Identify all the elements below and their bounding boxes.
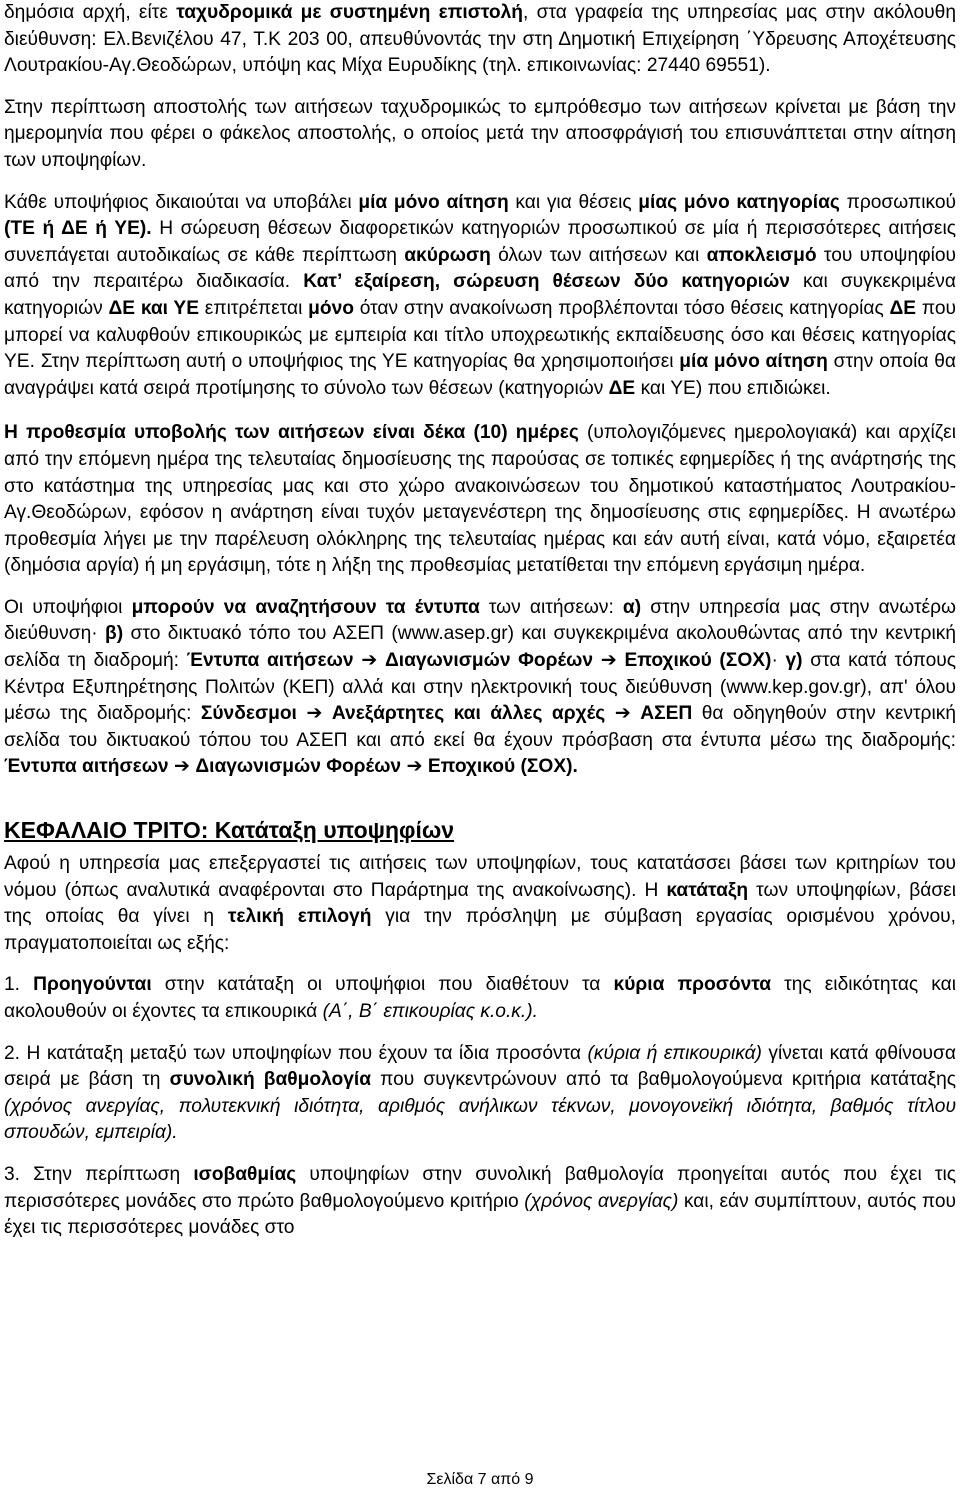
chapter-heading: ΚΕΦΑΛΑΙΟ ΤΡΙΤΟ: Κατάταξη υποψηφίων <box>4 817 455 844</box>
arrow-right-icon: ➔ <box>600 650 617 672</box>
italic-run: (χρόνος ανεργίας, πολυτεκνική ιδιότητα, αριθμός ανήλικων τέκνων, μονογονεϊκή ιδιότητα, βαθμός τίτλου σπουδών, εμπειρία). <box>4 1095 956 1144</box>
space <box>322 703 331 724</box>
space <box>377 650 385 671</box>
text-run: προσωπικού <box>839 191 957 213</box>
bold-run: Ανεξάρτητες και άλλες αρχές <box>331 703 606 725</box>
text-run: 2. Η κατάταξη μεταξύ των υποψηφίων που έχουν τα ίδια προσόντα <box>4 1042 588 1064</box>
bold-run: μόνο <box>308 297 354 319</box>
paragraph-postal-deadline: Στην περίπτωση αποστολής των αιτήσεων ταχυδρομικώς το εμπρόθεσμο των αιτήσεων κρίνεται με βάση την ημερομηνία που φέρει ο φάκελος αποστολής, ο οποίος μετά την αποσφράγισή του επισυνάπτεται στην αίτηση των υποψηφίων. <box>4 96 956 171</box>
paragraph-ranking-intro <box>4 851 956 957</box>
bold-run: κύρια προσόντα <box>613 974 772 996</box>
text-run: που συγκεντρώνουν από τα βαθμολογούμενα κριτήρια κατάταξης <box>371 1069 957 1091</box>
bold-run: Εποχικού (ΣΟΧ) <box>624 650 772 672</box>
text-run: · <box>771 650 786 672</box>
text-run: και συγκεκριμένα κατηγοριών <box>4 271 956 319</box>
text-run: των υποψηφίων, βάσει της οποίας θα γίνει η <box>4 879 956 928</box>
arrow-right-icon: ➔ <box>614 703 631 725</box>
bold-run: Διαγωνισμών Φορέων <box>384 650 594 672</box>
bold-run: Έντυπα αιτήσεων <box>4 756 169 778</box>
arrow-right-icon: ➔ <box>406 756 423 778</box>
bold-run: μία μόνο αίτηση <box>679 351 828 373</box>
text-run: της ειδικότητας και ακολουθούν οι έχοντες τα επικουρικά <box>4 974 956 1022</box>
bold-run: α) <box>622 596 642 618</box>
bold-run: ΔΕ <box>889 297 917 319</box>
document-page <box>4 0 956 1242</box>
bold-run: (ΤΕ ή ΔΕ ή ΥΕ). <box>4 218 152 240</box>
italic-run: (χρόνος ανεργίας) <box>524 1190 679 1212</box>
text-run: , στα γραφεία της υπηρεσίας μας στην ακόλουθη διεύθυνση: Ελ.Βενιζέλου 47, Τ.Κ 203 00, απευθύνοντάς την στη Δημοτική Επιχείρηση ΄Υδρευσης Αποχέτευσης Λουτρακίου-Αγ.Θεοδώρων, υπόψη κας Μίχα Ευρυδίκης (τηλ. επικοινωνίας: 27440 69551). <box>4 2 956 77</box>
text-run: και, εάν συμπίπτουν, αυτός που έχει τις περισσότερες μονάδες στο <box>4 1190 956 1239</box>
text-run: που μπορεί να καλυφθούν επικουρικώς με εμπειρία και τίτλο υποχρεωτικής εκπαίδευσης όσο και θέσεις κατηγορίας ΥΕ. Στην περίπτωση αυτή ο υποψήφιος της ΥΕ κατηγορίας θα χρησιμοποιήσει <box>4 297 956 373</box>
bold-run: Προηγούνται <box>33 974 152 996</box>
paragraph-forms-availability <box>4 595 956 781</box>
italic-run: (Α΄, Β΄ επικουρίας κ.ο.κ.). <box>322 1001 538 1022</box>
bold-run: Η προθεσμία υποβολής των αιτήσεων είναι δέκα (10) ημέρες <box>4 422 579 444</box>
text-run: στην κατάταξη οι υποψήφιοι που διαθέτουν τα <box>151 974 614 996</box>
text-run: στο δικτυακό τόπο του ΑΣΕΠ (www.asep.gr) και συγκεκριμένα ακολουθώντας από την κεντρική σελίδα τη διαδρομή: <box>4 623 956 672</box>
bold-run: ταχυδρομικά με συστημένη επιστολή <box>176 2 523 23</box>
bold-run: Κατ’ εξαίρεση, σώρευση θέσεων δύο κατηγοριών <box>303 271 790 293</box>
bold-run: Σύνδεσμοι <box>200 703 297 725</box>
text-run: στα κατά τόπους Κέντρα Εξυπηρέτησης Πολιτών (ΚΕΠ) αλλά και στην ηλεκτρονική τους διεύθυνση (www.kep.gov.gr), απ' όλου μέσω της διαδρομής: <box>4 650 956 725</box>
paragraph-submission-address <box>4 0 956 80</box>
bold-run: γ) <box>785 650 803 672</box>
text-run: 1. <box>4 974 34 996</box>
text-run: θα οδηγηθούν στην κεντρική σελίδα του δικτυακού τόπου του ΑΣΕΠ και από εκεί θα έχουν πρόσβαση στα έντυπα μέσω της διαδρομής: <box>4 703 956 751</box>
bold-run: ΑΣΕΠ <box>640 703 693 725</box>
text-run: του υποψηφίου από την περαιτέρω διαδικασία. <box>4 244 957 293</box>
arrow-right-icon: ➔ <box>361 650 378 672</box>
bold-run: μία μόνο αίτηση <box>358 191 509 213</box>
bold-run: αποκλεισμό <box>706 244 817 266</box>
arrow-right-icon: ➔ <box>306 703 323 725</box>
text-run: Κάθε υποψήφιος δικαιούται να υποβάλει <box>4 191 359 213</box>
text-run: για την πρόσληψη με σύμβαση εργασίας ορισμένου χρόνου, πραγματοποιείται ως εξής: <box>4 906 956 954</box>
text-run: στην οποία θα αναγράψει κατά σειρά προτίμησης το σύνολο των θέσεων (κατηγοριών <box>4 351 956 399</box>
text-run: (υπολογιζόμενες ημερολογιακά) και αρχίζει από την επόμενη ημέρα της τελευταίας δημοσίευσης της παρούσας σε τοπικές εφημερίδες ή της ανάρτησής της στο κατάστημα της υπηρεσίας μας και στο χώρο ανακοινώσεων του δημοτικού καταστήματος Λουτρακίου-Αγ.Θεοδώρων, εφόσον η ανάρτηση είναι τυχόν μεταγενέστερη της δημοσίευσης στις εφημερίδες. Η ανωτέρω προθεσμία λήγει με την παρέλευση ολόκληρης της τελευταίας ημέρας και εάν αυτή είναι, κατά νόμο, εξαιρετέα (δημόσια αργία) ή μη εργάσιμη, τότε η λήξη της προθεσμίας μετατίθεται την επόμενη εργάσιμη ημέρα. <box>4 422 956 577</box>
bold-run: ισοβαθμίας <box>193 1163 297 1185</box>
text-run: Οι υποψήφιοι <box>4 596 132 618</box>
bold-run: τελική επιλογή <box>227 906 372 928</box>
text-run: Η σώρευση θέσεων διαφορετικών κατηγοριών προσωπικού σε μία ή περισσότερες αιτήσεις συνεπάγεται αυτοδικαίως σε κάθε περίπτωση <box>4 218 956 266</box>
italic-run: (κύρια ή επικουρικά) <box>587 1042 762 1064</box>
text-run: επιτρέπεται <box>199 297 309 319</box>
space <box>605 703 614 724</box>
space <box>593 650 601 671</box>
bold-run: β) <box>105 623 124 645</box>
bold-run: Διαγωνισμών Φορέων <box>195 756 402 778</box>
paragraph-single-application <box>4 190 956 403</box>
space <box>631 703 640 724</box>
bold-run: μπορούν να αναζητήσουν τα έντυπα <box>131 596 480 618</box>
bold-run: Εποχικού (ΣΟΧ). <box>427 756 578 778</box>
text-run: και για θέσεις <box>508 191 639 213</box>
bold-run: ΔΕ <box>608 377 636 399</box>
list-item-2 <box>4 1041 956 1147</box>
bold-run: ΔΕ και ΥΕ <box>108 297 200 319</box>
text-run: στην υπηρεσία μας στην ανωτέρω διεύθυνση· <box>4 596 956 645</box>
bold-run: μίας μόνο κατηγορίας <box>638 191 840 213</box>
text-run: 3. Στην περίπτωση <box>4 1163 194 1185</box>
list-item-1 <box>4 972 956 1025</box>
arrow-right-icon: ➔ <box>173 756 190 778</box>
text-run: υποψηφίων στην συνολική βαθμολογία προηγείται αυτός που έχει τις περισσότερες μονάδες στο πρώτο βαθμολογούμενο κριτήριο <box>4 1163 956 1212</box>
bold-run: συνολική βαθμολογία <box>169 1069 372 1091</box>
list-item-3 <box>4 1162 956 1242</box>
bold-run: ακύρωση <box>404 244 491 266</box>
page-number-footer: Σελίδα 7 από 9 <box>426 1471 534 1488</box>
text-run: γίνεται κατά φθίνουσα σειρά με βάση τη <box>4 1042 956 1091</box>
text-run: όταν στην ανακοίνωση προβλέπονται τόσο θέσεις κατηγορίας <box>353 297 890 319</box>
text-run: δημόσια αρχή, είτε <box>4 2 177 23</box>
text-run: Αφού η υπηρεσία μας επεξεργαστεί τις αιτήσεις των υποψηφίων, τους κατατάσσει βάσει των κριτηρίων του νόμου (όπως αναλυτικά αναφέρονται στο Παράρτημα της ανακοίνωσης). Η <box>4 853 956 901</box>
bold-run: κατάταξη <box>666 879 749 901</box>
bold-run: Έντυπα αιτήσεων <box>186 650 354 672</box>
text-run: των αιτήσεων: <box>479 596 623 618</box>
text-run: όλων των αιτήσεων και <box>490 244 707 266</box>
space <box>297 703 306 724</box>
paragraph-deadline <box>4 420 956 580</box>
text-run: και ΥΕ) που επιδιώκει. <box>635 377 831 399</box>
